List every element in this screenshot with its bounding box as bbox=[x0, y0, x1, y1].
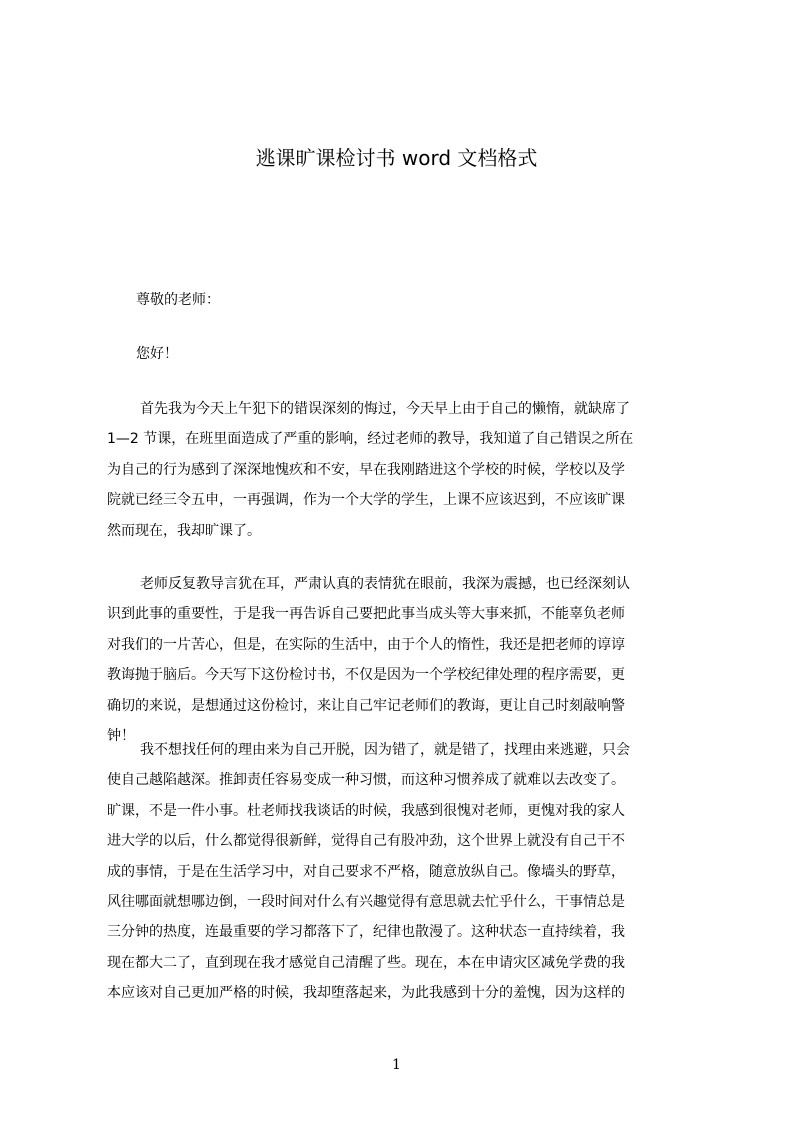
document-title: 逃课旷课检讨书 word 文档格式 bbox=[255, 146, 538, 170]
paragraph-line: 三分钟的热度，连最重要的学习都落下了，纪律也散漫了。这种状态一直持续着，我 bbox=[107, 924, 625, 941]
paragraph-line: 首先我为今天上午犯下的错误深刻的悔过，今天早上由于自己的懒惰，就缺席了 bbox=[140, 401, 630, 417]
paragraph-line: 教诲抛于脑后。今天写下这份检讨书，不仅是因为一个学校纪律处理的程序需要，更 bbox=[107, 667, 625, 684]
paragraph-line: 旷课，不是一件小事。杜老师找我谈话的时候，我感到很愧对老师，更愧对我的家人 bbox=[107, 802, 625, 819]
paragraph-line: 院就已经三令五申，一再强调，作为一个大学的学生，上课不应该迟到，不应该旷课 bbox=[107, 492, 625, 509]
paragraph-line: 1—2 节课，在班里面造成了严重的影响，经过老师的教导，我知道了自己错误之所在 bbox=[107, 431, 634, 448]
paragraph-line: 现在都大二了，直到现在我才感觉自己清醒了些。现在，本在申请灾区减免学费的我 bbox=[107, 954, 625, 971]
paragraph-line: 本应该对自己更加严格的时候，我却堕落起来，为此我感到十分的羞愧，因为这样的 bbox=[107, 985, 625, 1002]
paragraph-line: 风往哪面就想哪边倒，一段时间对什么有兴趣觉得有意思就去忙乎什么，干事情总是 bbox=[107, 893, 625, 910]
paragraph-line: 成的事情，于是在生活学习中，对自己要求不严格，随意放纵自己。像墙头的野草， bbox=[107, 863, 625, 880]
paragraph-3 bbox=[107, 735, 707, 1009]
page-number: 1 bbox=[392, 1057, 401, 1073]
paragraph-line: 然而现在，我却旷课了。 bbox=[107, 522, 261, 539]
paragraph-line: 钟！ bbox=[107, 727, 135, 744]
paragraph-line: 进大学的以后，什么都觉得很新鲜，觉得自己有股冲劲，这个世界上就没有自己干不 bbox=[107, 833, 625, 850]
paragraph-line: 对我们的一片苦心，但是，在实际的生活中，由于个人的惰性，我还是把老师的谆谆 bbox=[107, 636, 625, 653]
paragraph-1 bbox=[107, 394, 707, 546]
paragraph-line: 识到此事的重要性，于是我一再告诉自己要把此事当成头等大事来抓，不能辜负老师 bbox=[107, 606, 625, 623]
paragraph-line: 确切的来说，是想通过这份检讨，来让自己牢记老师们的教诲，更让自己时刻敲响警 bbox=[107, 697, 625, 714]
paragraph-line: 为自己的行为感到了深深地愧疚和不安，早在我刚踏进这个学校的时候，学校以及学 bbox=[107, 461, 625, 478]
paragraph-line: 我不想找任何的理由来为自己开脱，因为错了，就是错了，找理由来逃避，只会 bbox=[140, 742, 630, 758]
paragraph-line: 使自己越陷越深。推卸责任容易变成一种习惯，而这种习惯养成了就难以去改变了。 bbox=[107, 772, 625, 789]
salutation: 尊敬的老师： bbox=[136, 292, 220, 308]
greeting: 您好！ bbox=[136, 346, 178, 362]
paragraph-line: 老师反复教导言犹在耳，严肃认真的表情犹在眼前，我深为震撼，也已经深刻认 bbox=[140, 576, 630, 592]
paragraph-2 bbox=[107, 569, 707, 751]
